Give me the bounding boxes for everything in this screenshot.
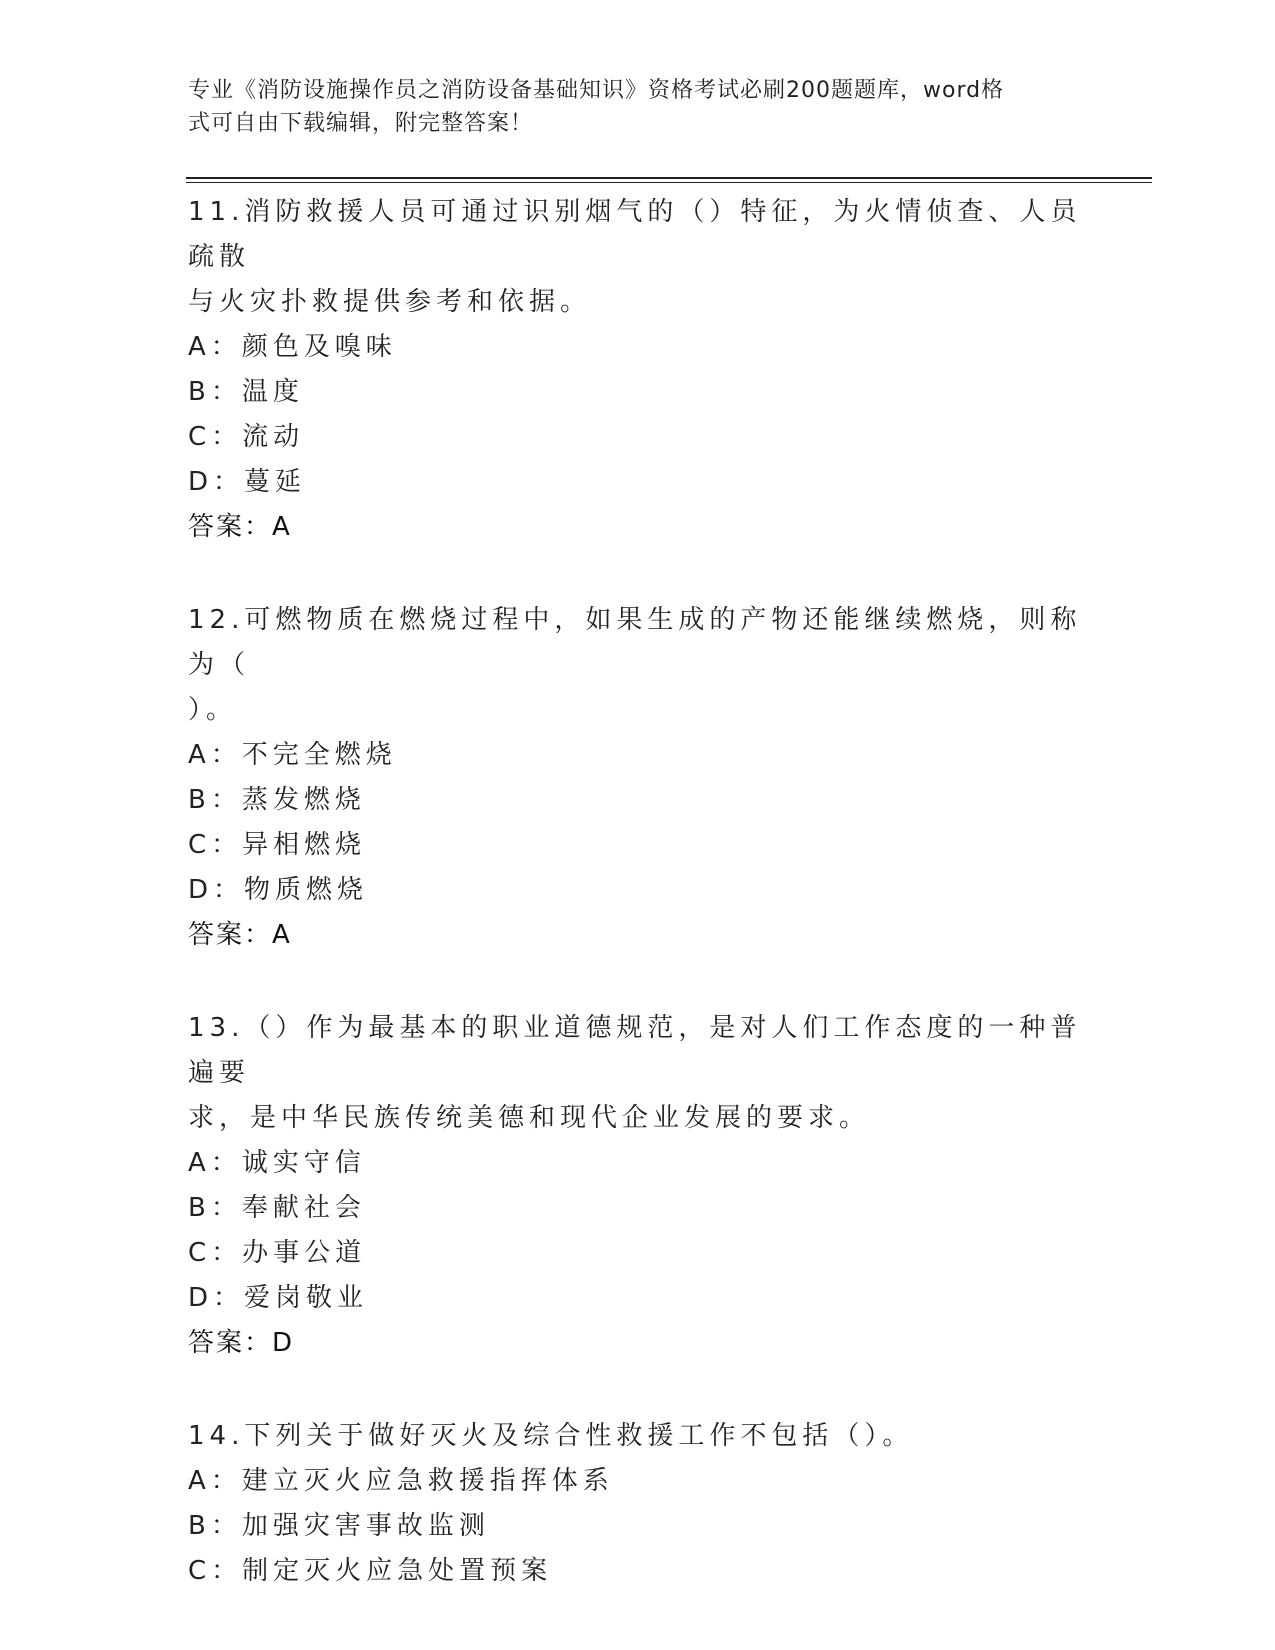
question-stem xyxy=(188,1006,1088,1141)
intro-line-2: 式可自由下载编辑，附完整答案！ xyxy=(188,111,534,136)
question-spacer xyxy=(188,958,1088,1006)
option-b: B：蒸发燃烧 xyxy=(188,785,366,815)
intro-line-1: 专业《消防设施操作员之消防设备基础知识》资格考试必刷200题题库，word格 xyxy=(188,78,1005,103)
option-d: D：蔓延 xyxy=(188,467,307,497)
question-stem xyxy=(188,1414,1088,1459)
question-12 xyxy=(188,598,1088,958)
option-c: C：流动 xyxy=(188,422,305,452)
question-11 xyxy=(188,190,1088,550)
question-spacer xyxy=(188,550,1088,598)
question-stem-line-1: 13.（）作为最基本的职业道德规范，是对人们工作态度的一种普遍要 xyxy=(188,1013,1082,1088)
option-a: A：建立灭火应急救援指挥体系 xyxy=(188,1466,614,1496)
question-stem-line-2: 求，是中华民族传统美德和现代企业发展的要求。 xyxy=(188,1103,871,1133)
answer-line: 答案：A xyxy=(188,920,292,950)
answer-line: 答案：A xyxy=(188,512,292,542)
option-b: B：温度 xyxy=(188,377,304,407)
option-b: B：加强灾害事故监测 xyxy=(188,1511,490,1541)
question-stem xyxy=(188,190,1088,325)
question-stem-line-2: ）。 xyxy=(188,695,238,725)
document-intro xyxy=(188,74,1068,140)
option-a: A：不完全燃烧 xyxy=(188,740,397,770)
question-stem-line-1: 12.可燃物质在燃烧过程中，如果生成的产物还能继续燃烧，则称为（ xyxy=(188,605,1082,680)
option-c: C：制定灭火应急处置预案 xyxy=(188,1556,553,1586)
option-a: A：颜色及嗅味 xyxy=(188,332,397,362)
question-13 xyxy=(188,1006,1088,1366)
option-b: B：奉献社会 xyxy=(188,1193,366,1223)
option-a: A：诚实守信 xyxy=(188,1148,366,1178)
header-divider-thick xyxy=(186,177,1152,179)
question-spacer xyxy=(188,1366,1088,1414)
answer-line: 答案：D xyxy=(188,1328,295,1358)
option-c: C：办事公道 xyxy=(188,1238,367,1268)
question-stem-line-1: 14.下列关于做好灭火及综合性救援工作不包括（）。 xyxy=(188,1421,914,1451)
option-d: D：物质燃烧 xyxy=(188,875,369,905)
question-14 xyxy=(188,1414,1088,1594)
header-divider-thin xyxy=(186,182,1152,183)
question-stem-line-2: 与火灾扑救提供参考和依据。 xyxy=(188,287,592,317)
question-list xyxy=(188,190,1088,1594)
option-d: D：爱岗敬业 xyxy=(188,1283,369,1313)
question-stem-line-1: 11.消防救援人员可通过识别烟气的（）特征，为火情侦查、人员疏散 xyxy=(188,197,1082,272)
question-stem xyxy=(188,598,1088,733)
option-c: C：异相燃烧 xyxy=(188,830,367,860)
